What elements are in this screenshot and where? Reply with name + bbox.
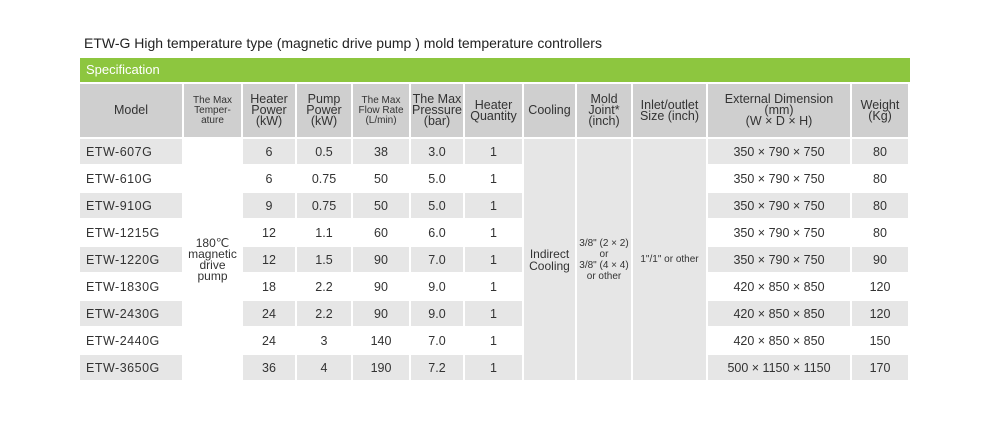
cell-pressure: 9.0 bbox=[411, 301, 463, 326]
cell-pump-power: 4 bbox=[297, 355, 351, 380]
cell-weight: 80 bbox=[852, 220, 908, 245]
cell-model: ETW-607G bbox=[80, 139, 182, 164]
header-max-flow-rate: The Max Flow Rate (L/min) bbox=[353, 84, 409, 137]
cell-weight: 120 bbox=[852, 301, 908, 326]
cell-pressure: 6.0 bbox=[411, 220, 463, 245]
cell-flow-rate: 190 bbox=[353, 355, 409, 380]
table-body bbox=[80, 139, 908, 380]
cell-cooling: Indirect Cooling bbox=[524, 139, 575, 380]
cell-pump-power: 1.1 bbox=[297, 220, 351, 245]
cell-weight: 170 bbox=[852, 355, 908, 380]
cell-pressure: 7.2 bbox=[411, 355, 463, 380]
cell-pump-power: 2.2 bbox=[297, 274, 351, 299]
cell-external-dimension: 350 × 790 × 750 bbox=[708, 166, 850, 191]
cell-pump-power: 0.75 bbox=[297, 193, 351, 218]
cell-heater-quantity: 1 bbox=[465, 274, 522, 299]
header-model: Model bbox=[80, 84, 182, 137]
cell-heater-power: 6 bbox=[243, 139, 295, 164]
header-cooling: Cooling bbox=[524, 84, 575, 137]
header-pump-power: Pump Power (kW) bbox=[297, 84, 351, 137]
cell-weight: 120 bbox=[852, 274, 908, 299]
cell-max-temperature: 180℃ magnetic drive pump bbox=[184, 139, 241, 380]
header-heater-power: Heater Power (kW) bbox=[243, 84, 295, 137]
header-max-pressure: The Max Pressure (bar) bbox=[411, 84, 463, 137]
cell-external-dimension: 350 × 790 × 750 bbox=[708, 247, 850, 272]
cell-flow-rate: 90 bbox=[353, 247, 409, 272]
cell-heater-quantity: 1 bbox=[465, 301, 522, 326]
cell-model: ETW-610G bbox=[80, 166, 182, 191]
cell-flow-rate: 90 bbox=[353, 274, 409, 299]
cell-pressure: 7.0 bbox=[411, 328, 463, 353]
cell-external-dimension: 350 × 790 × 750 bbox=[708, 220, 850, 245]
cell-external-dimension: 350 × 790 × 750 bbox=[708, 193, 850, 218]
cell-pump-power: 0.5 bbox=[297, 139, 351, 164]
cell-pressure: 7.0 bbox=[411, 247, 463, 272]
cell-heater-power: 12 bbox=[243, 247, 295, 272]
cell-pressure: 3.0 bbox=[411, 139, 463, 164]
cell-external-dimension: 420 × 850 × 850 bbox=[708, 301, 850, 326]
header-max-temperature: The Max Temper- ature bbox=[184, 84, 241, 137]
cell-heater-power: 24 bbox=[243, 301, 295, 326]
cell-weight: 150 bbox=[852, 328, 908, 353]
header-inlet-outlet-size: Inlet/outlet Size (inch) bbox=[633, 84, 706, 137]
cell-weight: 90 bbox=[852, 247, 908, 272]
specification-section-bar: Specification bbox=[80, 58, 910, 82]
cell-heater-quantity: 1 bbox=[465, 328, 522, 353]
header-weight: Weight (Kg) bbox=[852, 84, 908, 137]
specification-table bbox=[78, 82, 910, 382]
cell-flow-rate: 50 bbox=[353, 166, 409, 191]
cell-heater-quantity: 1 bbox=[465, 193, 522, 218]
cell-heater-power: 24 bbox=[243, 328, 295, 353]
table-header bbox=[80, 84, 908, 137]
header-external-dimension: External Dimension (mm) (W × D × H) bbox=[708, 84, 850, 137]
cell-heater-quantity: 1 bbox=[465, 220, 522, 245]
cell-mold-joint: 3/8" (2 × 2) or 3/8" (4 × 4) or other bbox=[577, 139, 631, 380]
cell-flow-rate: 90 bbox=[353, 301, 409, 326]
cell-external-dimension: 500 × 1150 × 1150 bbox=[708, 355, 850, 380]
cell-model: ETW-2430G bbox=[80, 301, 182, 326]
cell-pressure: 5.0 bbox=[411, 193, 463, 218]
cell-external-dimension: 350 × 790 × 750 bbox=[708, 139, 850, 164]
cell-model: ETW-1220G bbox=[80, 247, 182, 272]
cell-heater-quantity: 1 bbox=[465, 139, 522, 164]
cell-weight: 80 bbox=[852, 139, 908, 164]
cell-weight: 80 bbox=[852, 166, 908, 191]
cell-flow-rate: 140 bbox=[353, 328, 409, 353]
header-mold-joint: Mold Joint* (inch) bbox=[577, 84, 631, 137]
cell-model: ETW-910G bbox=[80, 193, 182, 218]
cell-pump-power: 2.2 bbox=[297, 301, 351, 326]
cell-heater-power: 36 bbox=[243, 355, 295, 380]
table-row bbox=[80, 139, 908, 164]
cell-external-dimension: 420 × 850 × 850 bbox=[708, 328, 850, 353]
cell-pump-power: 0.75 bbox=[297, 166, 351, 191]
cell-heater-quantity: 1 bbox=[465, 247, 522, 272]
cell-heater-quantity: 1 bbox=[465, 355, 522, 380]
cell-heater-power: 12 bbox=[243, 220, 295, 245]
cell-model: ETW-2440G bbox=[80, 328, 182, 353]
cell-external-dimension: 420 × 850 × 850 bbox=[708, 274, 850, 299]
cell-model: ETW-3650G bbox=[80, 355, 182, 380]
cell-pump-power: 1.5 bbox=[297, 247, 351, 272]
cell-heater-power: 6 bbox=[243, 166, 295, 191]
cell-heater-quantity: 1 bbox=[465, 166, 522, 191]
cell-pump-power: 3 bbox=[297, 328, 351, 353]
cell-heater-power: 9 bbox=[243, 193, 295, 218]
header-heater-quantity: Heater Quantity bbox=[465, 84, 522, 137]
cell-pressure: 5.0 bbox=[411, 166, 463, 191]
cell-heater-power: 18 bbox=[243, 274, 295, 299]
cell-pressure: 9.0 bbox=[411, 274, 463, 299]
cell-weight: 80 bbox=[852, 193, 908, 218]
cell-model: ETW-1830G bbox=[80, 274, 182, 299]
cell-model: ETW-1215G bbox=[80, 220, 182, 245]
cell-flow-rate: 50 bbox=[353, 193, 409, 218]
page-title: ETW-G High temperature type (magnetic drive pump ) mold temperature controllers bbox=[84, 35, 602, 51]
cell-flow-rate: 38 bbox=[353, 139, 409, 164]
cell-flow-rate: 60 bbox=[353, 220, 409, 245]
cell-inlet-outlet-size: 1"/1" or other bbox=[633, 139, 706, 380]
